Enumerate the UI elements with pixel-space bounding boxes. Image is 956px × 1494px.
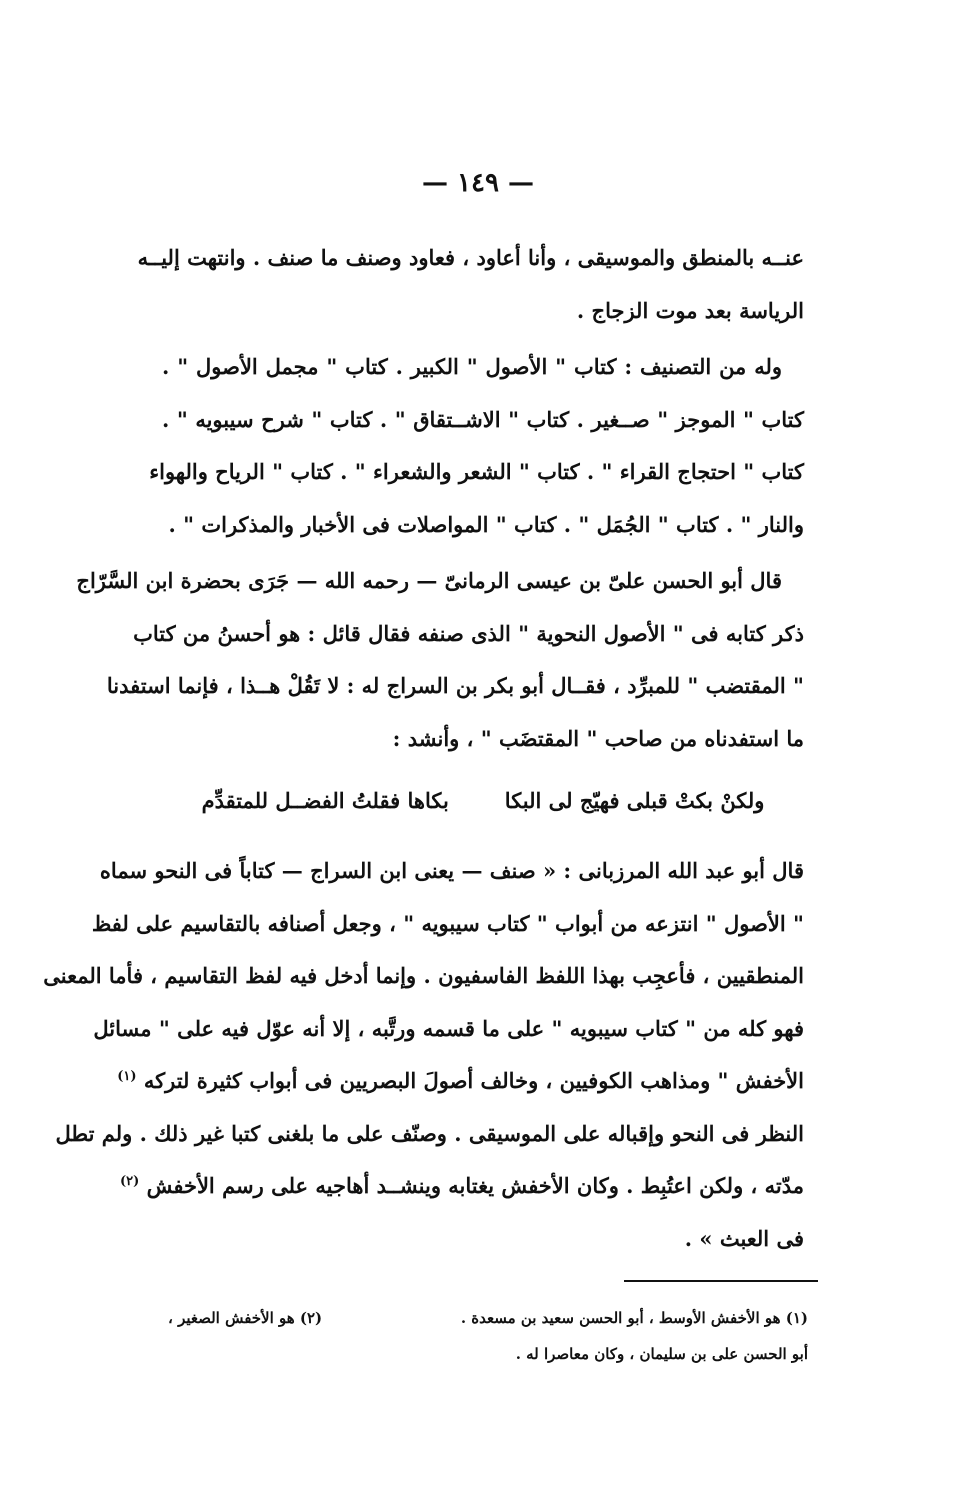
- text-line: كتاب " الموجز " صــغير . كتاب " الاشــتقاق " . كتاب " شرح سيبويه " .: [162, 406, 804, 432]
- footnote-2-continuation: أبو الحسن على بن سليمان ، وكان معاصرا له .: [515, 1345, 808, 1363]
- text-line: ما استفدناه من صاحب " المقتضَب " ، وأنشد :: [392, 725, 804, 751]
- text-line-with-footnote-2: مدّته ، ولكن اعتُبِط . وكان الأخفش يغتابه وينشــد أهاجيه على رسم الأخفش $^{(٢)}$: [119, 1173, 804, 1198]
- footnote-mark-1[interactable]: (١): [117, 1069, 137, 1084]
- body-text: [43, 232, 804, 1265]
- poetry-verse: [162, 765, 804, 845]
- text-line: والنار " . كتاب " الجُمَل " . كتاب " المواصلات فى الأخبار والمذكرات " .: [168, 511, 804, 537]
- text-line: قال أبو الحسن علىّ بن عيسى الرمانىّ — رحمه الله — جَرَى بحضرة ابن السَّرّاج: [76, 568, 782, 593]
- text-line: كتاب " احتجاج القراء " . كتاب " الشعر والشعراء " . كتاب " الرياح والهواء: [149, 459, 804, 484]
- text-line: الرياسة بعد موت الزجاج .: [576, 297, 804, 323]
- text-line: وله من التصنيف : كتاب " الأصول " الكبير . كتاب " مجمل الأصول " .: [162, 354, 782, 379]
- footnote-divider: [624, 1280, 818, 1282]
- text-line: ذكر كتابه فى " الأصول النحوية " الذى صنفه فقال قائل : هو أحسنُ من كتاب: [133, 620, 804, 646]
- verse-second-hemistich: بكاها فقلتُ الفضــل للمتقدِّم: [201, 788, 449, 813]
- text-line: المنطقيين ، فأعجِب بهذا اللفظ الفاسفيون . وإنما أدخل فيه لفظ التقاسيم ، فأما المعنى: [43, 963, 804, 988]
- text-line: فهو كله من " كتاب سيبويه " على ما قسمه ورتَّبه ، إلا أنه عوّل فيه على " مسائل: [93, 1015, 804, 1041]
- footnote-1: (١) هو الأخفش الأوسط ، أبو الحسن سعيد بن مسعدة .: [460, 1309, 808, 1327]
- text-line: النظر فى النحو وإقباله على الموسيقى . وصنّف على ما بلغنى كتبا غير ذلك . ولم تطل: [55, 1120, 804, 1146]
- footnotes: [168, 1300, 808, 1372]
- text-line: فى العبث » .: [684, 1225, 804, 1251]
- footnote-2-start: (٢) هو الأخفش الصغير ،: [168, 1309, 323, 1327]
- page-number: — ١٤٩ —: [421, 168, 535, 198]
- text-line-with-footnote-1: الأخفش " ومذاهب الكوفيين ، وخالف أصولَ البصريين فى أبواب كثيرة لتركه $^{(١)}$: [117, 1068, 804, 1093]
- text-line: " الأصول " انتزعه من أبواب " كتاب سيبويه " ، وجعل أصنافه بالتقاسيم على لفظ: [91, 910, 804, 936]
- footnote-row: [168, 1300, 808, 1336]
- verse-first-hemistich: ولكنْ بكتْ قبلى فهيّج لى البكا: [504, 788, 765, 813]
- footnote-mark-2[interactable]: (٢): [119, 1174, 140, 1189]
- text-line: " المقتضب " للمبرِّد ، فقــال أبو بكر بن السراج له : لا تَقُلْ هــذا ، فإنما استفدنا: [106, 673, 804, 698]
- text-line: قال أبو عبد الله المرزبانى : « صنف — يعنى ابن السراج — كتاباً فى النحو سماه: [99, 858, 804, 883]
- text-line: عنــه بالمنطق والموسيقى ، وأنا أعاود ، فعاود وصنف ما صنف . وانتهت إليــه: [137, 245, 804, 270]
